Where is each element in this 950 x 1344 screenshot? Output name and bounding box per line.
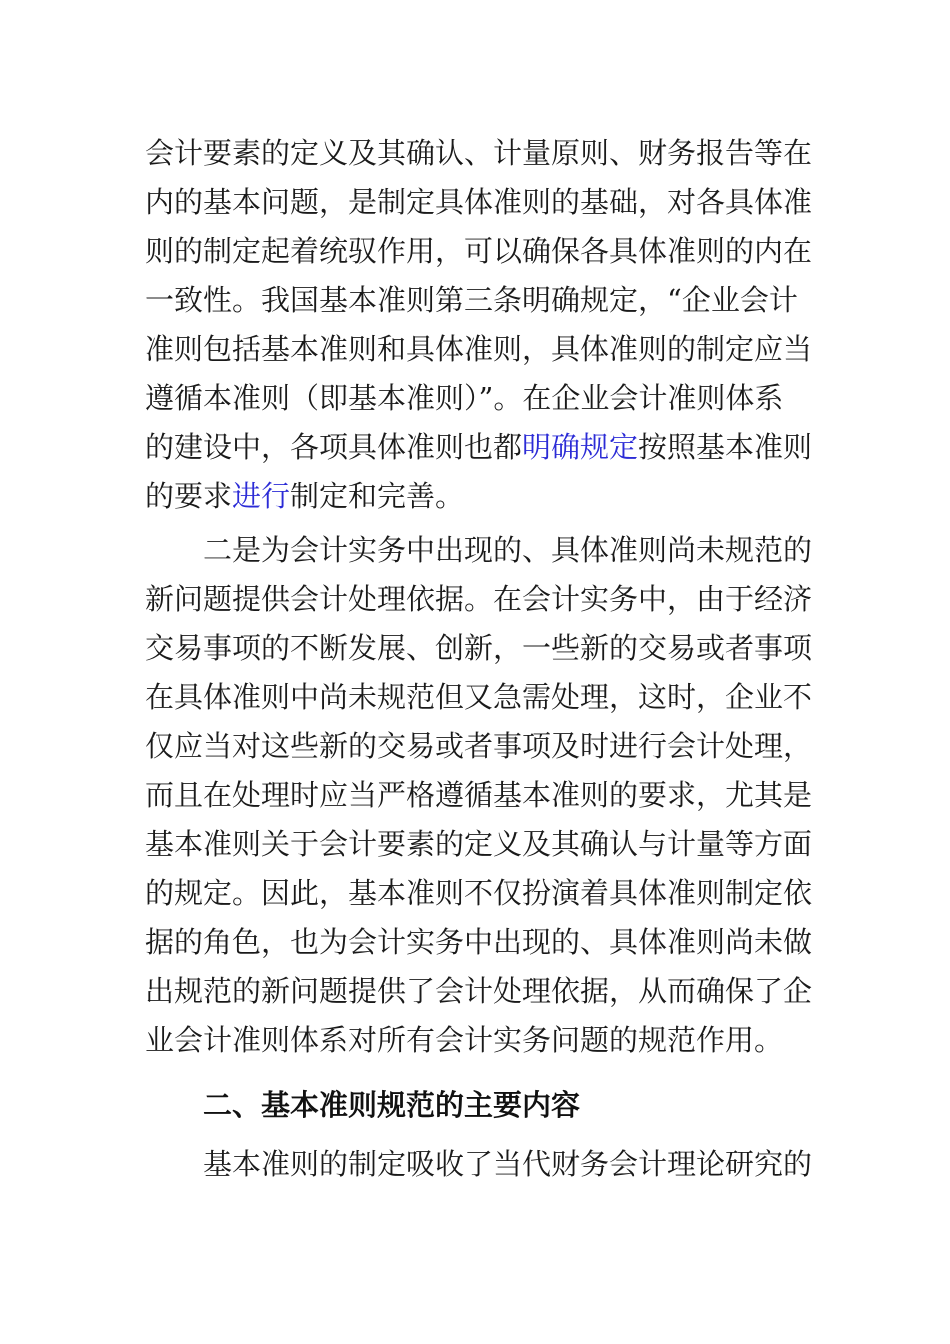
paragraph-1-line-3: 则的制定起着统驭作用，可以确保各具体准则的内在 xyxy=(145,234,813,268)
paragraph-2-line-10: 出规范的新问题提供了会计处理依据，从而确保了企 xyxy=(145,974,813,1008)
paragraph-2-line-5: 仅应当对这些新的交易或者事项及时进行会计处理， xyxy=(145,729,813,763)
paragraph-1-line-2: 内的基本问题，是制定具体准则的基础，对各具体准 xyxy=(145,185,813,219)
paragraph-1-line-8-text-a: 的要求 xyxy=(145,479,233,513)
paragraph-2-line-3: 交易事项的不断发展、创新，一些新的交易或者事项 xyxy=(145,631,813,665)
paragraph-1-line-8-text-b: 制定和完善。 xyxy=(290,479,465,513)
keyword-link-jinxing[interactable]: 进行 xyxy=(232,479,291,513)
paragraph-2-line-4: 在具体准则中尚未规范但又急需处理，这时，企业不 xyxy=(145,680,813,714)
paragraph-2-line-11: 业会计准则体系对所有会计实务问题的规范作用。 xyxy=(145,1023,784,1057)
paragraph-2-line-8: 的规定。因此，基本准则不仅扮演着具体准则制定依 xyxy=(145,876,813,910)
paragraph-2-line-6: 而且在处理时应当严格遵循基本准则的要求，尤其是 xyxy=(145,778,813,812)
paragraph-1-line-4: 一致性。我国基本准则第三条明确规定，“企业会计 xyxy=(145,283,798,317)
paragraph-2-line-2: 新问题提供会计处理依据。在会计实务中，由于经济 xyxy=(145,582,813,616)
keyword-link-mingque-guiding[interactable]: 明确规定 xyxy=(522,430,639,464)
paragraph-1-line-7-text-a: 的建设中，各项具体准则也都 xyxy=(145,430,523,464)
paragraph-3-line-1: 基本准则的制定吸收了当代财务会计理论研究的 xyxy=(203,1147,813,1181)
section-heading: 二、基本准则规范的主要内容 xyxy=(203,1088,581,1122)
paragraph-2-line-9: 据的角色，也为会计实务中出现的、具体准则尚未做 xyxy=(145,925,813,959)
paragraph-1-line-8 xyxy=(145,474,815,518)
paragraph-1-line-1: 会计要素的定义及其确认、计量原则、财务报告等在 xyxy=(145,136,813,170)
paragraph-1-line-5: 准则包括基本准则和具体准则，具体准则的制定应当 xyxy=(145,332,813,366)
paragraph-1-line-7 xyxy=(145,425,815,469)
paragraph-1-line-6: 遵循本准则（即基本准则）”。在企业会计准则体系 xyxy=(145,381,784,415)
paragraph-1-line-7-text-b: 按照基本准则 xyxy=(638,430,813,464)
paragraph-2-line-7: 基本准则关于会计要素的定义及其确认与计量等方面 xyxy=(145,827,813,861)
paragraph-2-line-1: 二是为会计实务中出现的、具体准则尚未规范的 xyxy=(203,533,813,567)
